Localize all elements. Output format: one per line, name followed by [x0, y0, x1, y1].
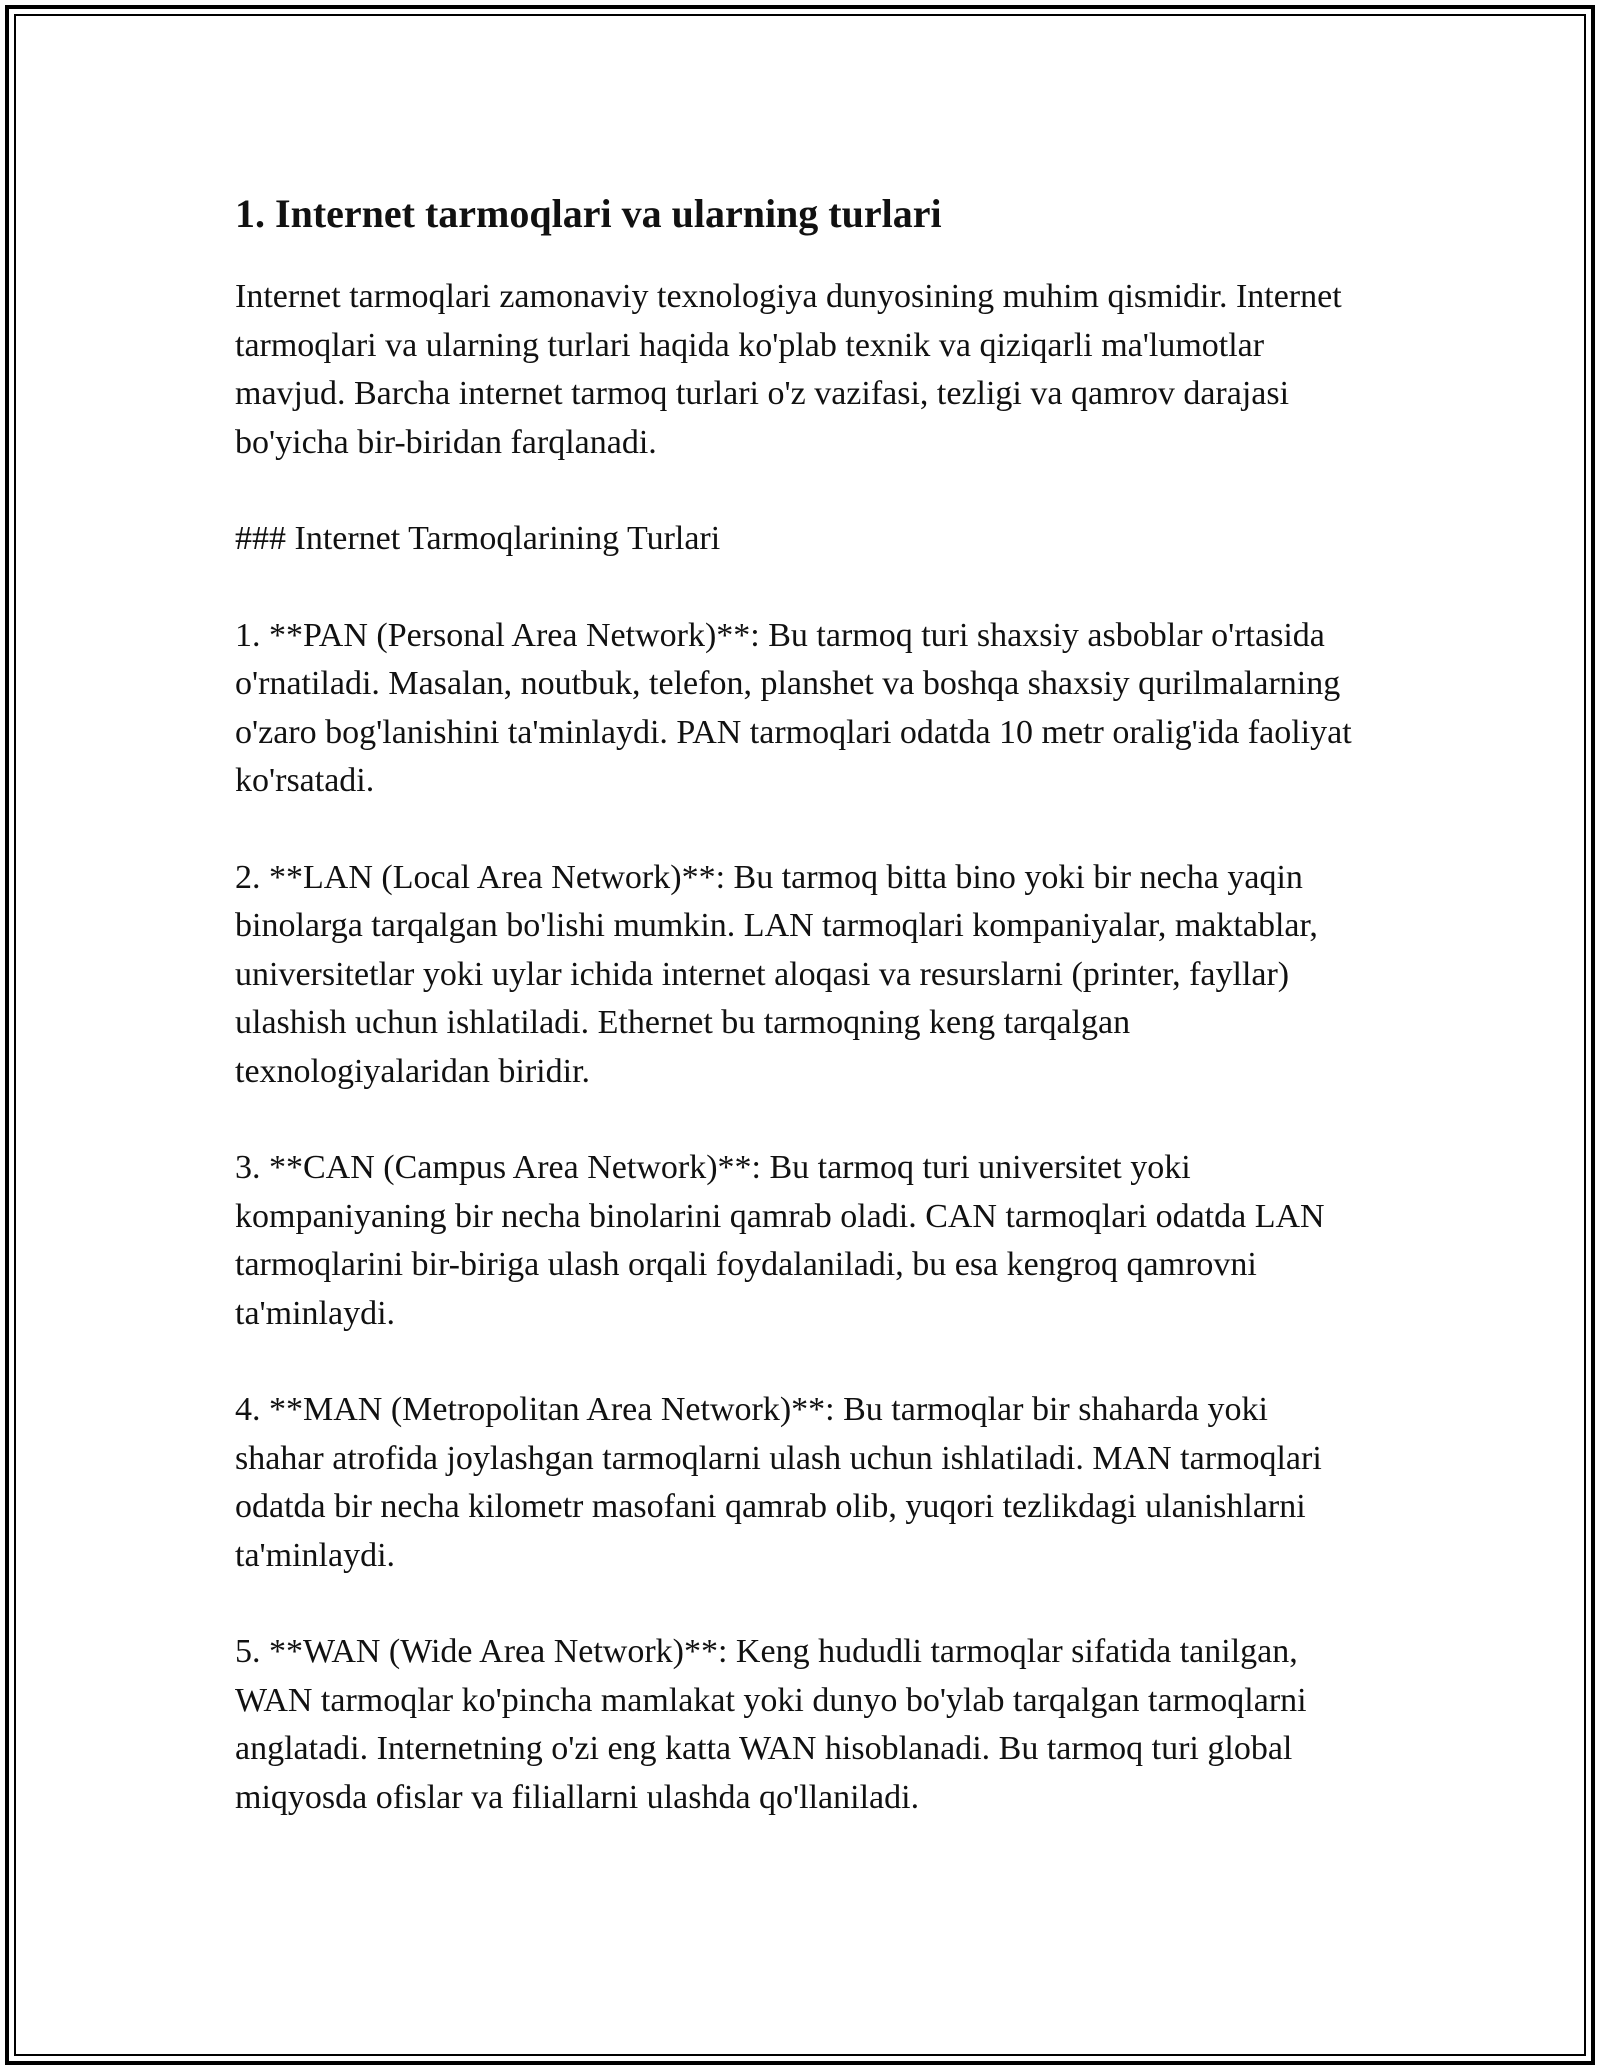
list-item-pan: 1. **PAN (Personal Area Network)**: Bu tarmoq turi shaxsiy asboblar o'rtasida o'rnatiladi. Masalan, noutbuk, telefon, planshet va boshqa shaxsiy qurilmalarning o'zaro bog'lanishini ta'minlaydi. PAN tarmoqlari odatda 10 metr oralig'ida faoliyat ko'rsatadi. — [235, 616, 1352, 799]
list-item-lan: 2. **LAN (Local Area Network)**: Bu tarmoq bitta bino yoki bir necha yaqin binolarga tarqalgan bo'lishi mumkin. LAN tarmoqlari kompaniyalar, maktablar, universitetlar yoki uylar ichida internet aloqasi va resurslarni (printer, fayllar) ulashish uchun ishlatiladi. Ethernet bu tarmoqning keng tarqalgan texnologiyalaridan biridir. — [235, 858, 1318, 1090]
section-subheading: ### Internet Tarmoqlarining Turlari — [235, 520, 721, 557]
list-item-can: 3. **CAN (Campus Area Network)**: Bu tarmoq turi universitet yoki kompaniyaning bir necha binolarini qamrab oladi. CAN tarmoqlari odatda LAN tarmoqlarini bir-biriga ulash orqali foydalaniladi, bu esa kengroq qamrovni ta'minlaydi. — [235, 1149, 1325, 1332]
list-item-wan: 5. **WAN (Wide Area Network)**: Keng hududli tarmoqlar sifatida tanilgan, WAN tarmoqlar ko'pincha mamlakat yoki dunyo bo'ylab tarqalgan tarmoqlarni anglatadi. Internetning o'zi eng katta WAN hisoblanadi. Bu tarmoq turi global miqyosda ofislar va filiallarni ulashda qo'llaniladi. — [235, 1633, 1307, 1816]
list-item-man: 4. **MAN (Metropolitan Area Network)**: Bu tarmoqlar bir shaharda yoki shahar atrofida joylashgan tarmoqlarni ulash uchun ishlatiladi. MAN tarmoqlari odatda bir necha kilometr masofani qamrab olib, yuqori tezlikdagi ulanishlarni ta'minlaydi. — [235, 1391, 1322, 1574]
intro-paragraph: Internet tarmoqlari zamonaviy texnologiya dunyosining muhim qismidir. Internet tarmoqlari va ularning turlari haqida ko'plab texnik va qiziqarli ma'lumotlar mavjud. Barcha internet tarmoq turlari o'z vazifasi, tezligi va qamrov darajasi bo'yicha bir-biridan farqlanadi. — [235, 278, 1342, 461]
document-body — [235, 183, 1365, 1870]
document-heading: 1. Internet tarmoqlari va ularning turlari — [235, 191, 942, 236]
